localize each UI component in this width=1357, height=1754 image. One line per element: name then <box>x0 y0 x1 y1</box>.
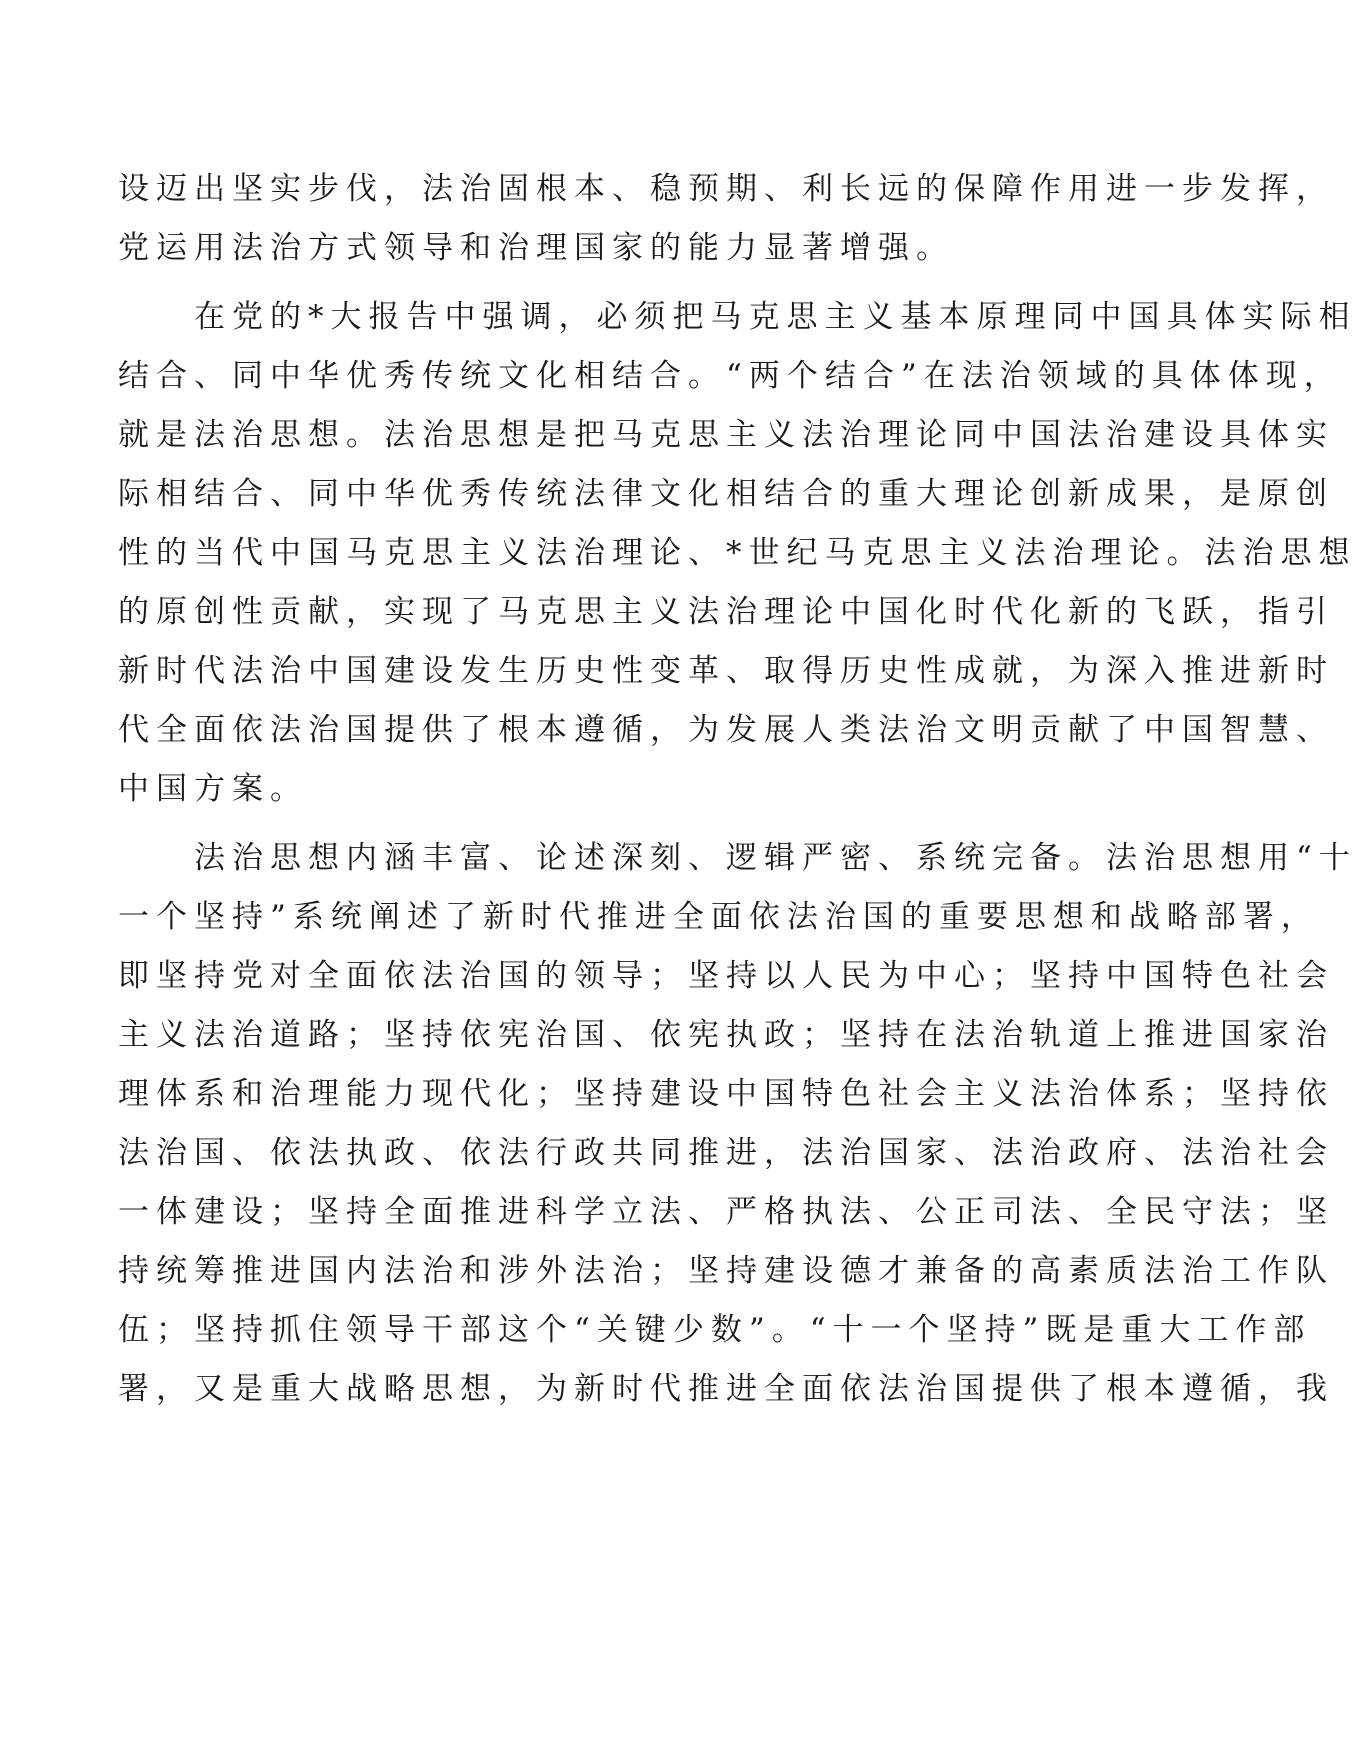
text-line: 新时代法治中国建设发生历史性变革、取得历史性成就，为深入推进新时 <box>118 653 1334 689</box>
text-line: 伍；坚持抓住领导干部这个“关键少数”。“十一个坚持”既是重大工作部 <box>118 1312 1312 1348</box>
paragraph-3 <box>118 829 1357 1419</box>
text-line: 署，又是重大战略思想，为新时代推进全面依法治国提供了根本遵循，我 <box>118 1371 1334 1407</box>
text-line: 代全面依法治国提供了根本遵循，为发展人类法治文明贡献了中国智慧、 <box>118 712 1334 748</box>
text-line: 法治国、依法执政、依法行政共同推进，法治国家、法治政府、法治社会 <box>118 1135 1334 1171</box>
text-line: 即坚持党对全面依法治国的领导；坚持以人民为中心；坚持中国特色社会 <box>118 958 1334 994</box>
text-line: 就是法治思想。法治思想是把马克思主义法治理论同中国法治建设具体实 <box>118 417 1334 453</box>
text-line: 在党的*大报告中强调，必须把马克思主义基本原理同中国具体实际相 <box>118 299 1357 335</box>
text-line: 性的当代中国马克思主义法治理论、*世纪马克思主义法治理论。法治思想 <box>118 535 1357 571</box>
text-line: 的原创性贡献，实现了马克思主义法治理论中国化时代化新的飞跃，指引 <box>118 594 1334 630</box>
text-line: 中国方案。 <box>118 771 308 807</box>
text-line: 一个坚持”系统阐述了新时代推进全面依法治国的重要思想和战略部署， <box>118 899 1319 935</box>
text-line: 党运用法治方式领导和治理国家的能力显著增强。 <box>118 230 954 266</box>
document-page <box>118 160 1357 1419</box>
text-line: 主义法治道路；坚持依宪治国、依宪执政；坚持在法治轨道上推进国家治 <box>118 1017 1334 1053</box>
text-line: 设迈出坚实步伐，法治固根本、稳预期、利长远的保障作用进一步发挥， <box>118 171 1334 207</box>
text-line: 理体系和治理能力现代化；坚持建设中国特色社会主义法治体系；坚持依 <box>118 1076 1334 1112</box>
text-line: 一体建设；坚持全面推进科学立法、严格执法、公正司法、全民守法；坚 <box>118 1194 1334 1230</box>
text-line: 际相结合、同中华优秀传统法律文化相结合的重大理论创新成果，是原创 <box>118 476 1334 512</box>
text-line: 持统筹推进国内法治和涉外法治；坚持建设德才兼备的高素质法治工作队 <box>118 1253 1334 1289</box>
paragraph-1 <box>118 160 1334 278</box>
paragraph-2 <box>118 288 1357 819</box>
text-line: 法治思想内涵丰富、论述深刻、逻辑严密、系统完备。法治思想用“十 <box>118 840 1357 876</box>
text-line: 结合、同中华优秀传统文化相结合。“两个结合”在法治领域的具体体现， <box>118 358 1342 394</box>
